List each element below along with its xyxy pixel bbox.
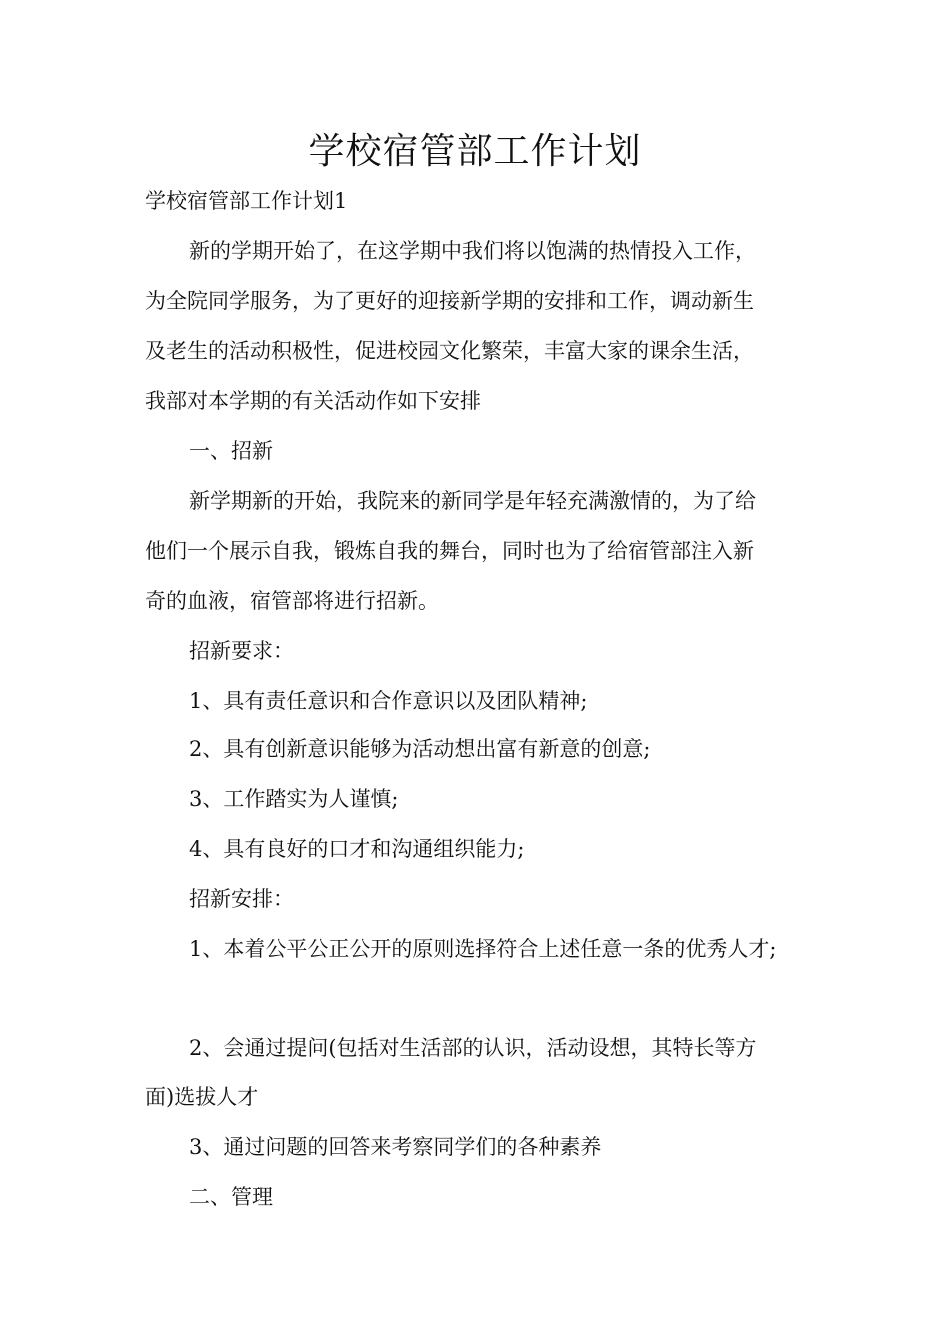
section1-para-line-3: 奇的血液，宿管部将进行招新。 xyxy=(145,589,439,613)
arrangement-item-1: 1、本着公平公正公开的原则选择符合上述任意一条的优秀人才; xyxy=(189,937,777,961)
section1-para-line-2: 他们一个展示自我，锻炼自我的舞台，同时也为了给宿管部注入新 xyxy=(145,539,754,563)
arrangement-item-2-line-1: 2、会通过提问(包括对生活部的认识，活动设想，其特长等方 xyxy=(189,1036,757,1060)
arrangement-heading: 招新安排： xyxy=(189,887,294,911)
document-subtitle: 学校宿管部工作计划1 xyxy=(145,189,348,213)
arrangement-item-3: 3、通过问题的回答来考察同学们的各种素养 xyxy=(189,1135,602,1159)
requirement-item-4: 4、具有良好的口才和沟通组织能力; xyxy=(189,837,525,861)
section2-heading: 二、管理 xyxy=(189,1185,273,1209)
requirement-item-3: 3、工作踏实为人谨慎; xyxy=(189,787,399,811)
requirements-heading: 招新要求： xyxy=(189,639,294,663)
requirement-item-2: 2、具有创新意识能够为活动想出富有新意的创意; xyxy=(189,737,651,761)
section1-heading: 一、招新 xyxy=(189,439,273,463)
arrangement-item-2-line-2: 面)选拔人才 xyxy=(145,1085,259,1109)
intro-line-2: 为全院同学服务，为了更好的迎接新学期的安排和工作，调动新生 xyxy=(145,289,754,313)
document-title: 学校宿管部工作计划 xyxy=(308,131,642,172)
intro-line-4: 我部对本学期的有关活动作如下安排 xyxy=(145,389,481,413)
intro-line-3: 及老生的活动积极性，促进校园文化繁荣，丰富大家的课余生活， xyxy=(145,339,754,363)
section1-para-line-1: 新学期新的开始，我院来的新同学是年轻充满激情的，为了给 xyxy=(189,489,756,513)
intro-line-1: 新的学期开始了，在这学期中我们将以饱满的热情投入工作， xyxy=(189,239,756,263)
requirement-item-1: 1、具有责任意识和合作意识以及团队精神; xyxy=(189,689,588,713)
